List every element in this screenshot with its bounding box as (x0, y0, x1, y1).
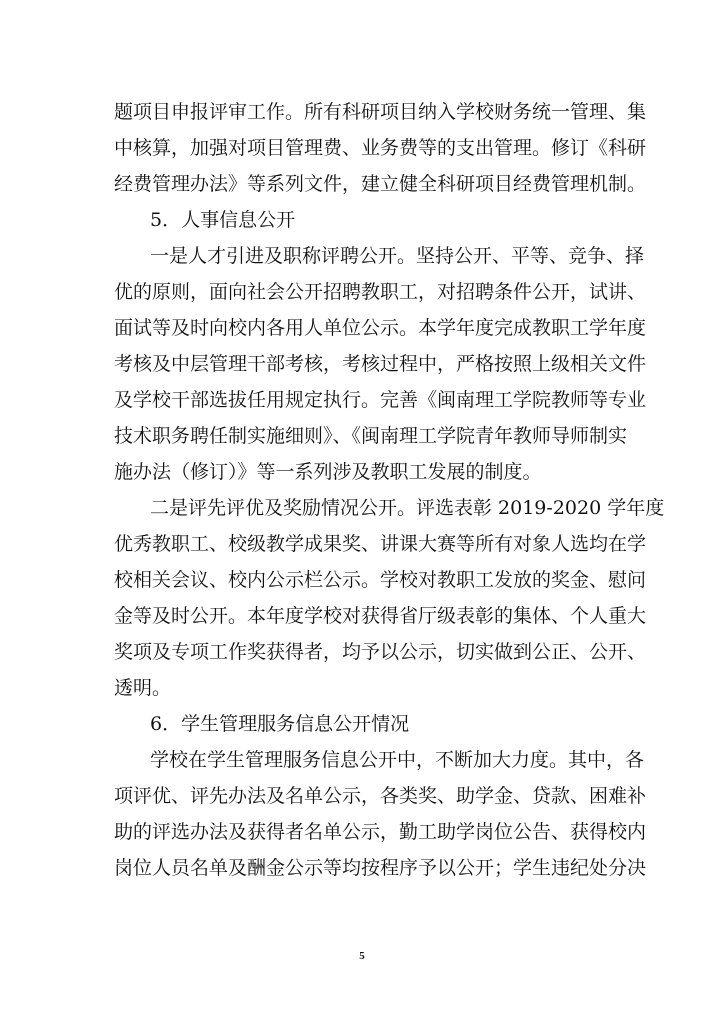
text-line: 题项目申报评审工作。所有科研项目纳入学校财务统一管理、集 (114, 101, 647, 123)
page-number: 5 (359, 950, 365, 962)
text-line: 施办法（修订）》等一系列涉及教职工发展的制度。 (114, 461, 542, 483)
text-line: 技术职务聘任制实施细则》、《闽南理工学院青年教师导师制实 (114, 425, 628, 447)
text-line: 中核算，加强对项目管理费、业务费等的支出管理。修订《科研 (114, 137, 647, 159)
text-line: 项评优、评先办法及名单公示，各类奖、助学金、贷款、困难补 (114, 785, 647, 807)
text-line: 一是人才引进及职称评聘公开。坚持公开、平等、竞争、择 (150, 245, 645, 267)
section-heading: 6．学生管理服务信息公开情况 (150, 713, 410, 735)
text-line: 岗位人员名单及酬金公示等均按程序予以公开；学生违纪处分决 (114, 857, 647, 879)
text-line: 及学校干部选拔任用规定执行。完善《闽南理工学院教师等专业 (114, 389, 647, 411)
text-line: 优的原则，面向社会公开招聘教职工，对招聘条件公开，试讲、 (114, 281, 647, 303)
text-line: 优秀教职工、校级教学成果奖、讲课大赛等所有对象人选均在学 (114, 533, 647, 555)
text-line: 考核及中层管理干部考核，考核过程中，严格按照上级相关文件 (114, 353, 647, 375)
text-line: 透明。 (114, 677, 172, 699)
text-line: 学校在学生管理服务信息公开中，不断加大力度。其中，各 (150, 749, 645, 771)
text-line: 金等及时公开。本年度学校对获得省厅级表彰的集体、个人重大 (114, 605, 647, 627)
text-line: 校相关会议、校内公示栏公示。学校对教职工发放的奖金、慰问 (114, 569, 647, 591)
text-line: 二是评先评优及奖励情况公开。评选表彰 2019-2020 学年度 (150, 497, 665, 519)
text-line: 奖项及专项工作奖获得者，均予以公示，切实做到公正、公开、 (114, 641, 647, 663)
text-line: 面试等及时向校内各用人单位公示。本学年度完成教职工学年度 (114, 317, 647, 339)
text-line: 助的评选办法及获得者名单公示，勤工助学岗位公告、获得校内 (114, 821, 647, 843)
section-heading: 5．人事信息公开 (150, 209, 296, 231)
text-line: 经费管理办法》等系列文件，建立健全科研项目经费管理机制。 (114, 173, 647, 195)
